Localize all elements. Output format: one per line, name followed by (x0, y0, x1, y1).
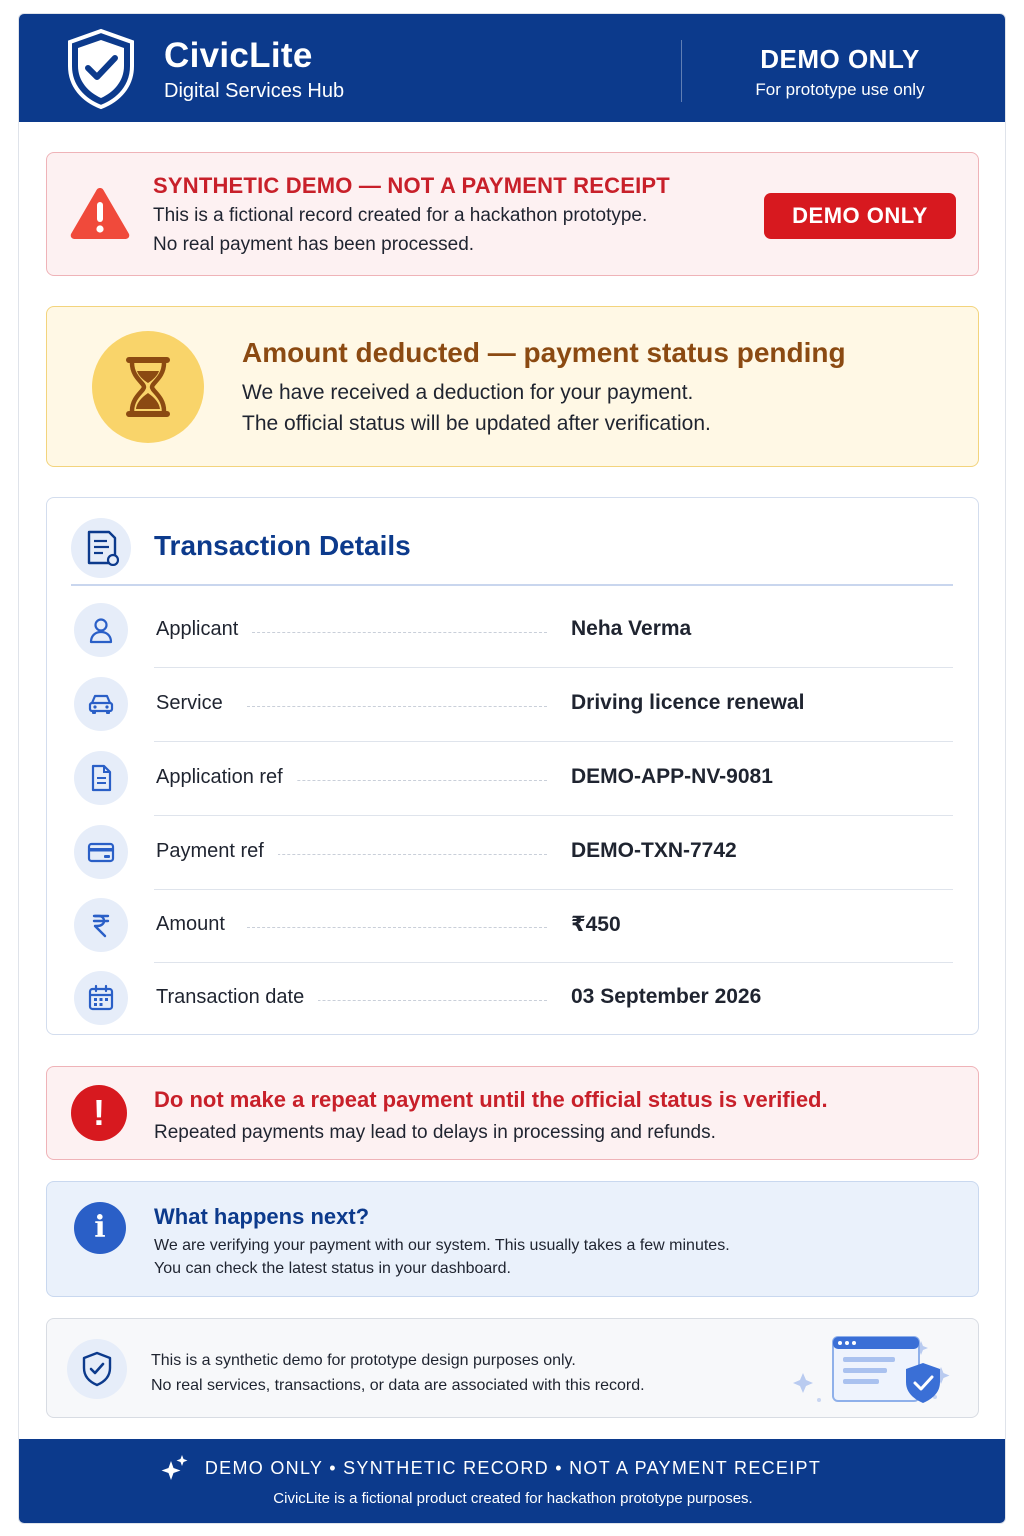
rupee-icon (87, 911, 115, 939)
next-title: What happens next? (154, 1204, 370, 1229)
repeat-payment-warning (46, 1066, 979, 1160)
brand-name: CivicLite (164, 36, 313, 75)
repeat-warning-line: Repeated payments may lead to delays in processing and refunds. (154, 1122, 716, 1143)
pending-line: We have received a deduction for your payment. (242, 381, 694, 404)
section-divider (71, 584, 953, 586)
hourglass-icon (122, 355, 174, 419)
rupee-icon-badge (74, 898, 128, 952)
receipt-icon (85, 530, 119, 566)
user-icon-badge (74, 603, 128, 657)
calendar-icon-badge (74, 971, 128, 1025)
shield-badge (67, 1339, 127, 1399)
receipt-badge (71, 518, 131, 578)
app-header (19, 14, 1006, 122)
card-icon (87, 838, 115, 866)
brand-subtitle: Digital Services Hub (164, 80, 345, 102)
card-icon-badge (74, 825, 128, 879)
next-line: We are verifying your payment with our system. This usually takes a few minutes. (154, 1237, 730, 1254)
warning-line: No real payment has been processed. (153, 234, 475, 255)
synthetic-demo-note (46, 1318, 979, 1418)
header-demo-subtitle: For prototype use only (755, 80, 925, 99)
detail-label: Amount (156, 913, 239, 936)
transaction-details-card (46, 497, 979, 1035)
demo-only-badge: DEMO ONLY (764, 193, 956, 239)
detail-row-amount (47, 889, 980, 963)
detail-value: ₹450 (571, 913, 621, 936)
shield-check-icon (65, 28, 137, 110)
detail-row-service (47, 668, 980, 742)
alert-exclamation-icon: ! (71, 1085, 127, 1141)
footer-note: CivicLite is a fictional product created for hackathon prototype purposes. (273, 1490, 753, 1507)
dotted-leader (247, 706, 547, 707)
pending-title: Amount deducted — payment status pending (242, 337, 846, 368)
warning-line: This is a fictional record created for a hackathon prototype. (153, 205, 648, 226)
detail-value: Driving licence renewal (571, 691, 805, 714)
document-icon-badge (74, 751, 128, 805)
detail-row-payment-ref (47, 816, 980, 890)
detail-label: Transaction date (156, 986, 318, 1009)
detail-value: Neha Verma (571, 617, 692, 640)
detail-value: 03 September 2026 (571, 985, 762, 1008)
detail-label: Service (156, 692, 237, 715)
car-icon-badge (74, 677, 128, 731)
header-demo-title: DEMO ONLY (760, 44, 920, 74)
dotted-leader (247, 632, 547, 633)
shield-check-icon (80, 1351, 114, 1387)
repeat-warning-title: Do not make a repeat payment until the official status is verified. (154, 1087, 828, 1112)
detail-label: Application ref (156, 766, 297, 789)
detail-value: DEMO-TXN-7742 (571, 839, 737, 862)
user-icon (87, 616, 115, 644)
synthetic-note-line: This is a synthetic demo for prototype design purposes only. (151, 1352, 576, 1369)
detail-row-applicant (47, 594, 980, 668)
document-icon (87, 764, 115, 792)
car-icon (87, 690, 115, 718)
pending-line: The official status will be updated after verification. (242, 412, 711, 435)
detail-label: Applicant (156, 618, 252, 641)
synthetic-warning-banner (46, 152, 979, 276)
transaction-details-title: Transaction Details (154, 530, 411, 561)
header-divider (681, 40, 682, 102)
pending-status-banner (46, 306, 979, 467)
what-happens-next-card (46, 1181, 979, 1297)
warning-title: SYNTHETIC DEMO — NOT A PAYMENT RECEIPT (153, 173, 670, 198)
detail-row-transaction-date (47, 962, 980, 1036)
synthetic-note-line: No real services, transactions, or data are associated with this record. (151, 1377, 645, 1394)
warning-triangle-icon (69, 185, 131, 241)
next-line: You can check the latest status in your dashboard. (154, 1260, 511, 1277)
footer-disclaimer: DEMO ONLY • SYNTHETIC RECORD • NOT A PAYMENT RECEIPT (204, 1458, 822, 1478)
dotted-leader (247, 927, 547, 928)
hourglass-badge (92, 331, 204, 443)
secure-browser-illustration (769, 1327, 954, 1413)
calendar-icon (87, 984, 115, 1012)
detail-label: Payment ref (156, 840, 278, 863)
dotted-leader (247, 854, 547, 855)
detail-row-application-ref (47, 742, 980, 816)
detail-value: DEMO-APP-NV-9081 (571, 765, 773, 788)
page-frame (18, 13, 1006, 1524)
info-icon: i (74, 1202, 126, 1254)
app-footer (19, 1439, 1006, 1524)
